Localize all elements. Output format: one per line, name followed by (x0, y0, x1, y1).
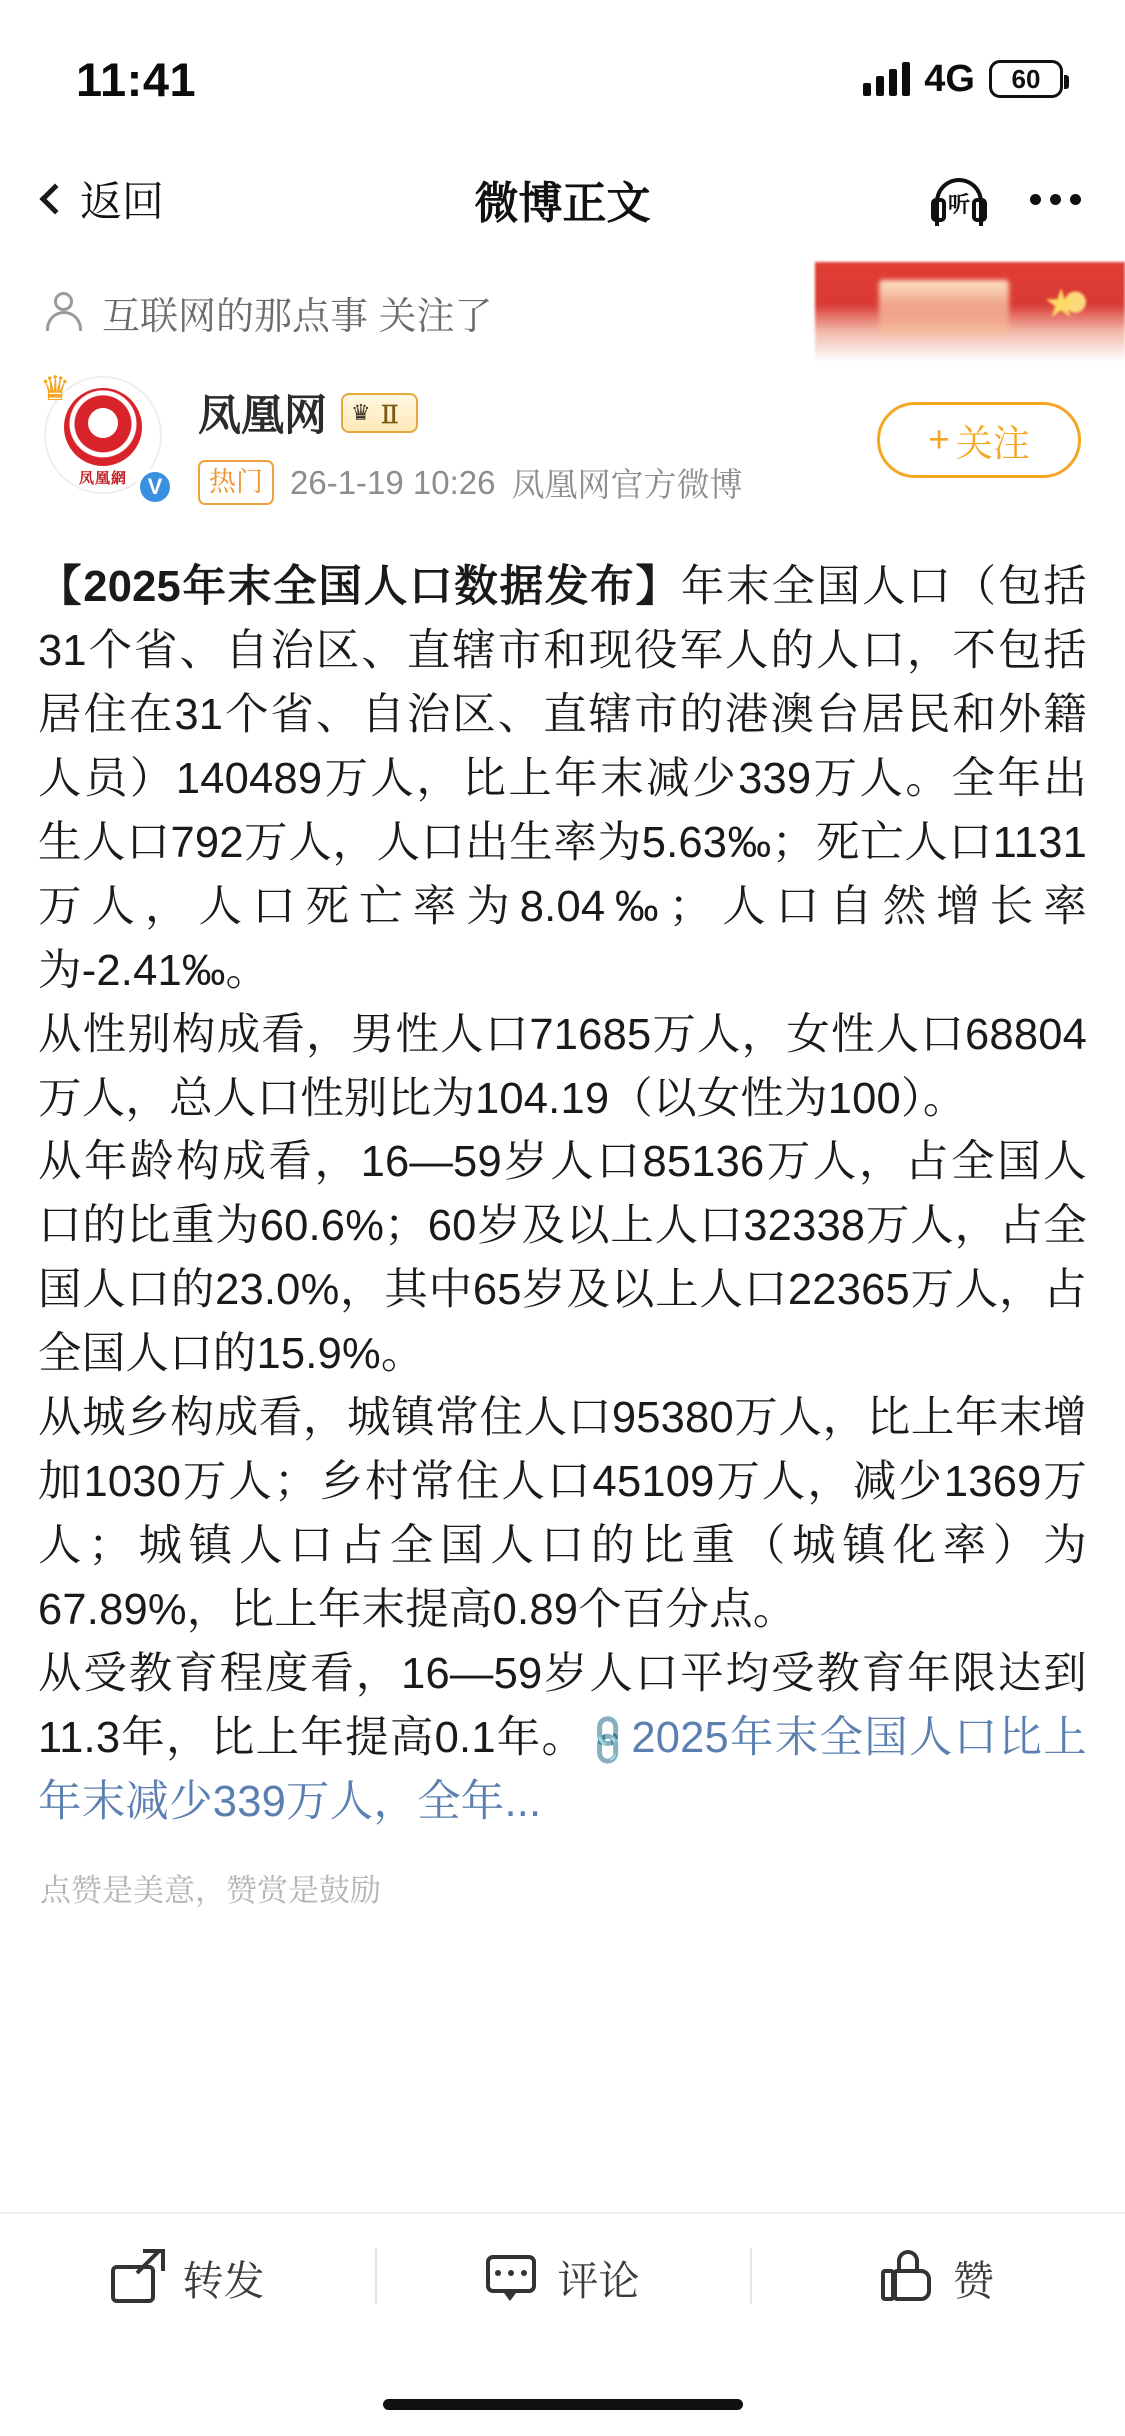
verified-v-badge: V (136, 468, 174, 506)
bottom-action-bar (0, 2212, 1125, 2340)
post-source: 凤凰网官方微博 (511, 466, 743, 503)
status-indicators (863, 58, 1063, 101)
network-type-label: 4G (924, 57, 975, 100)
member-level-badge[interactable] (341, 393, 418, 433)
post-paragraph-5 (38, 1643, 1087, 1835)
post-topic-link[interactable]: 2025年末全国人口比上年末减少339万人，全年... (38, 1713, 1087, 1826)
phoenix-logo-icon (64, 388, 142, 466)
listen-button[interactable] (926, 172, 992, 226)
member-crown-icon: ♛ (351, 399, 371, 425)
source-strip-text: 互联网的那点事 关注了 (102, 295, 493, 338)
post-paragraph-2: 从性别构成看，男性人口71685万人，女性人口68804万人，总人口性别比为104.19（以女性为100）。 (38, 1010, 1087, 1123)
home-indicator[interactable] (383, 2399, 743, 2410)
author-row (0, 366, 1125, 556)
repost-button[interactable] (0, 2214, 375, 2340)
more-dots-icon[interactable] (1030, 194, 1081, 205)
follow-button[interactable] (877, 402, 1081, 478)
post-content (0, 556, 1125, 1835)
battery-level: 60 (1011, 64, 1041, 94)
post-paragraph-5-text: 从受教育程度看，16—59岁人口平均受教育年限达到11.3年，比上年提高0.1年。 (38, 1649, 1087, 1762)
signal-bars-icon (863, 62, 910, 96)
china-flag-banner: ★ (815, 262, 1125, 362)
comment-label: 评论 (557, 2257, 640, 2304)
hot-tag: 热门 (198, 460, 274, 504)
crown-icon: ♛ (40, 370, 71, 408)
headphone-left-icon (931, 198, 946, 222)
page-title: 微博正文 (474, 179, 651, 228)
post-timestamp: 26-1-19 10:26 (290, 463, 496, 501)
avatar-name-cn: 凤凰網 (78, 470, 127, 487)
source-strip[interactable] (0, 258, 1125, 366)
repost-label: 转发 (182, 2257, 265, 2304)
post-paragraph-3: 从年龄构成看，16—59岁人口85136万人，占全国人口的比重为60.6%；60岁及以上人口32338万人，占全国人口的23.0%，其中65岁及以上人口22365万人，占全国人口的15.9%。 (38, 1138, 1087, 1379)
tip-text: 点赞是美意，赞赏是鼓励 (40, 1872, 381, 1908)
post-paragraph-1 (38, 556, 1087, 1004)
status-bar (0, 0, 1125, 140)
post-paragraph-1-text: 年末全国人口（包括31个省、自治区、直辖市和现役军人的人口，不包括居住在31个省、自治区、直辖市的港澳台居民和外籍人员）140489万人，比上年末减少339万人。全年出生人口792万人，人口出生率为5.63‰；死亡人口1131万人，人口死亡率为8.04‰；人口自然增长率为-2.41‰。 (38, 563, 1087, 995)
battery-icon (989, 60, 1063, 98)
avatar[interactable] (40, 370, 176, 508)
status-time: 11:41 (76, 52, 197, 106)
nav-bar (0, 140, 1125, 258)
comment-button[interactable] (375, 2214, 750, 2340)
link-icon: 🔗 (577, 1709, 639, 1771)
author-name[interactable]: 凤凰网 (198, 392, 327, 440)
member-level-label: Ⅱ (377, 403, 402, 429)
chevron-left-icon (39, 183, 70, 214)
repost-icon (111, 2251, 163, 2303)
like-button[interactable] (750, 2214, 1125, 2340)
post-paragraph-4: 从城乡构成看，城镇常住人口95380万人，比上年末增加1030万人；乡村常住人口45109万人，减少1369万人；城镇人口占全国人口的比重（城镇化率）为67.89%，比上年末提高0.89个百分点。 (38, 1394, 1087, 1634)
like-label: 赞 (953, 2257, 994, 2304)
back-button[interactable] (44, 169, 164, 229)
headphone-right-icon (972, 198, 987, 222)
follow-button-label: 关注 (955, 423, 1030, 464)
thumbs-up-icon (881, 2251, 933, 2303)
comment-icon (486, 2251, 538, 2303)
nav-actions (926, 172, 1081, 226)
back-button-label: 返回 (80, 178, 165, 225)
post-headline: 【2025年末全国人口数据发布】 (38, 563, 681, 611)
person-icon (44, 290, 84, 334)
listen-label: 听 (947, 192, 970, 217)
follow-plus-icon: + (928, 419, 950, 460)
